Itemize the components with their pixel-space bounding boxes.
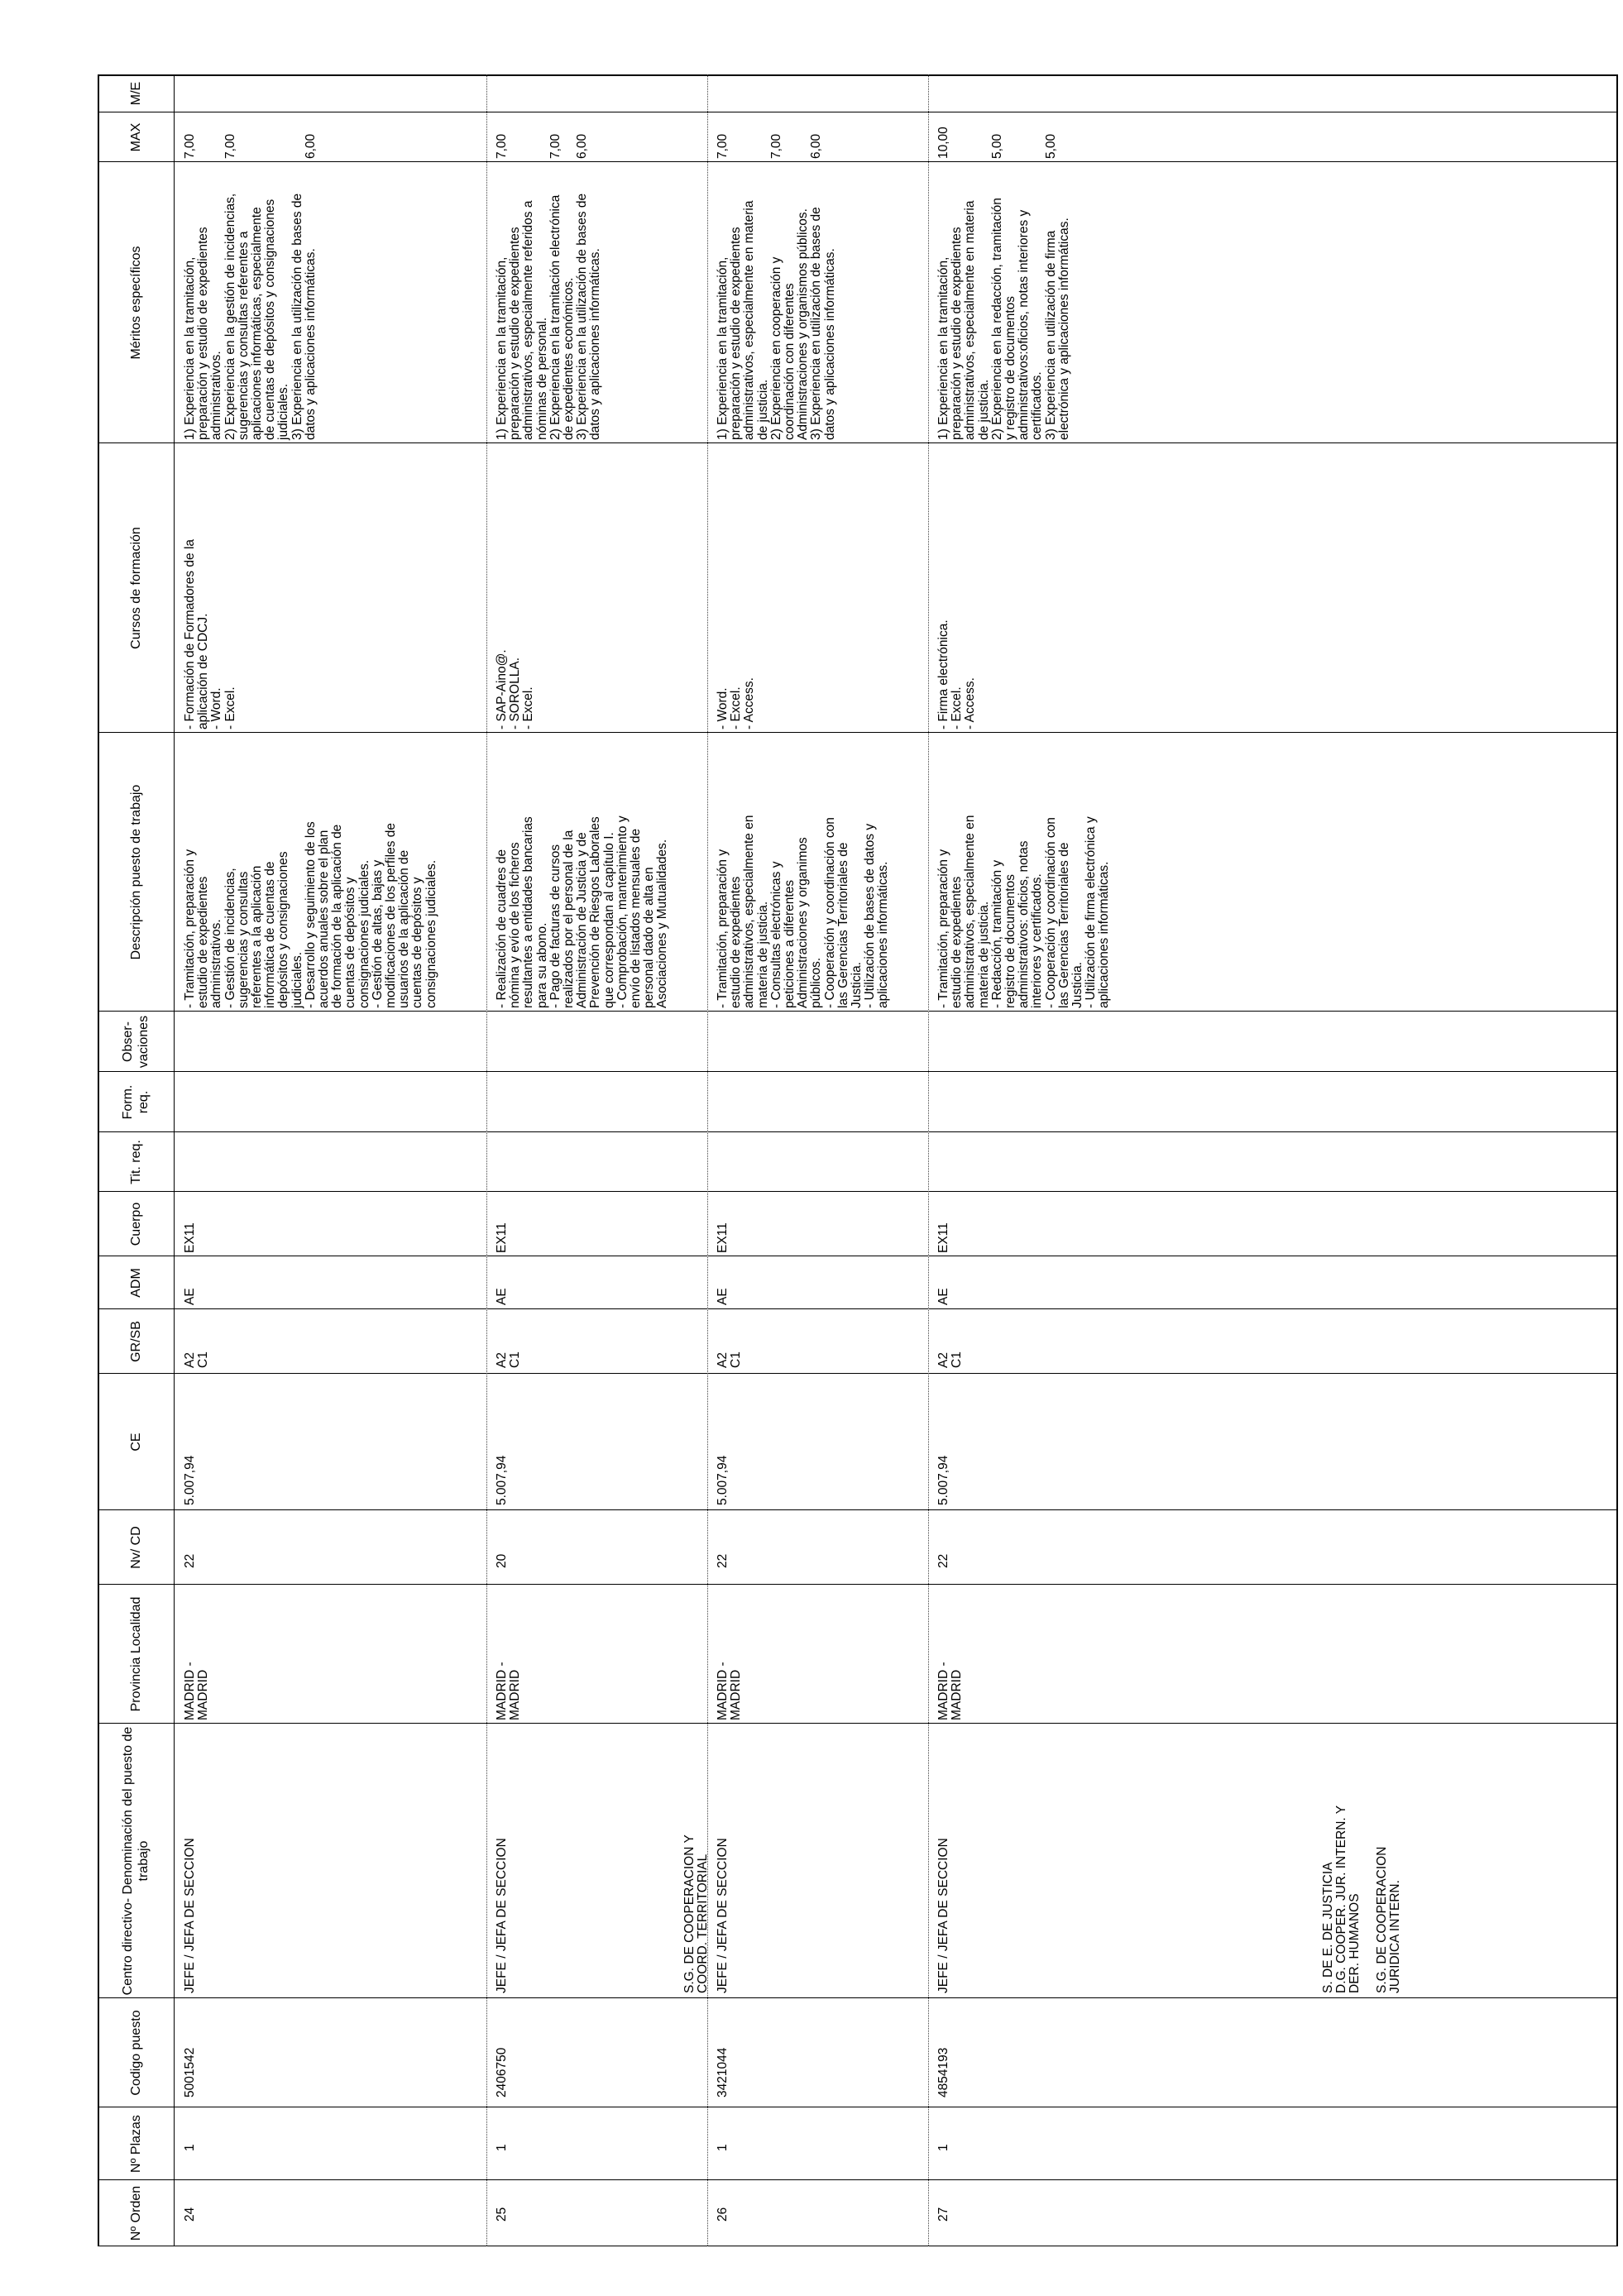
row-27-meritos: 1) Experiencia en la tramitación, preparación y estudio de expedientes administrativos, especialmente en materia de justicia. 2) Experiencia en la redacción, tramitación y registro de documentos administrativos:oficios, notas interiores y certificados. 3) Experiencia en utilización de firma electrónica y aplicaciones informáticas. [936,198,1071,440]
header-me: M/E [128,81,143,106]
row-25-orden: 25 [495,2207,509,2222]
row-25-descripcion: - Realización de cuadres de nómina y evío de los ficheros resultantes a entidades bancarias para su abono. - Pago de facturas de cursos realizados por el personal de la Administración de Justicia y de Prevención de Riesgos Laborales que correspondan al capítulo I. - Comprobación, mantenimiento y envío de listados mensuales de personal dado de alta en Asociaciones y Mutualidades. [495,816,670,1008]
row-27-puesto: JEFE / JEFA DE SECCION [936,1838,950,1993]
row-24-nivel: 22 [183,1553,197,1568]
header-adm: ADM [128,1268,143,1298]
rotated-table-sheet [98,63,1618,2296]
sde-justicia-block: S. DE E. DE JUSTICIA D.G. COOPER. JUR. INTERN. Y DER. HUMANOS S.G. DE COOPERACION JURIDICA INTERN. [1321,1805,1403,1993]
row-27-cursos: - Firma electrónica. - Excel. - Access. [936,619,978,729]
row-27-adm: AE [936,1288,950,1305]
row-26-adm: AE [716,1288,730,1305]
header-provincia: Provincia Localidad [128,1596,143,1712]
row-26-puesto: JEFE / JEFA DE SECCION [716,1838,730,1993]
header-tit: Tit. req. [128,1140,143,1184]
row-25-cuerpo: EX11 [495,1222,509,1253]
row-26-nivel: 22 [716,1553,730,1568]
row-27-cuerpo: EX11 [936,1222,950,1253]
header-orden: Nº Orden [128,2185,143,2241]
row-24-max: 7,00 7,00 6,00 [183,133,318,159]
row-24-cursos: - Formación de Formadores de la aplicación de CDCJ. - Word. - Excel. [183,538,237,729]
row-24-provincia: MADRID - MADRID [183,1662,211,1720]
header-cursos: Cursos de formación [128,527,143,649]
header-obs: Obser- vaciones [121,1015,151,1069]
header-nivel: Nv/ CD [128,1526,143,1569]
row-27-max: 10,00 5,00 5,00 [936,127,1058,159]
header-grsb: GR/SB [128,1321,143,1362]
sg-cooperacion-territorial-banner: S.G. DE COOPERACION Y COORD. TERRITORIAL [682,1834,711,1993]
row-25-max: 7,00 7,00 6,00 [495,133,590,159]
row-26-provincia: MADRID - MADRID [716,1662,744,1720]
row-26-cursos: - Word. - Excel. - Access. [716,677,757,729]
header-max: MAX [128,122,143,152]
row-26-plazas: 1 [716,2144,730,2151]
header-centro: Centro directivo- Denominación del puesto de trabajo [121,1726,151,1996]
row-25-puesto: JEFE / JEFA DE SECCION [495,1838,509,1993]
row-27-grsb: A2 C1 [936,1351,965,1368]
row-25-grsb: A2 C1 [495,1351,523,1368]
header-codigo: Codigo puesto [128,2010,143,2096]
row-27-orden: 27 [936,2207,950,2222]
row-27-nivel: 22 [936,1553,950,1568]
row-25-codigo: 2406750 [495,2047,509,2097]
row-26-cuerpo: EX11 [716,1222,730,1253]
row-25-plazas: 1 [495,2144,509,2151]
row-27-codigo: 4854193 [936,2047,950,2097]
row-26-descripcion: - Tramitación, preparación y estudio de expedientes administrativos, especialmente en materia de justicia. - Consultas electrónicas y peticiones a diferentes Administraciones y organimos públicos. - Cooperación y coordinación con las Gerencias Territoriales de Justicia. - Utilización de bases de datos y aplicaciones informáticas. [716,815,891,1008]
row-24-grsb: A2 C1 [183,1351,211,1368]
row-24-codigo: 5001542 [183,2047,197,2097]
header-ce: CE [128,1433,143,1452]
row-24-meritos: 1) Experiencia en la tramitación, preparación y estudio de expedientes administrativos. 2) Experiencia en la gestión de incidencias, sugerencias y consultas referentes a aplicaciones informáticas, especialmente de cuentas de depósitos y consignaciones judiciales. 3) Experiencia en la utilización de bases de datos y aplicaciones informáticas. [183,193,318,440]
row-24-puesto: JEFE / JEFA DE SECCION [183,1838,197,1993]
row-26-codigo: 3421044 [716,2047,730,2097]
row-26-meritos: 1) Experiencia en la tramitación, preparación y estudio de expedientes administrativos, especialmente en materia de justicia. 2) Experiencia en cooperación y coordinación con diferentes Administraciones y organismos públicos. 3) Experiencia en utilización de bases de datos y aplicaciones informáticas. [716,200,837,440]
row-25-cursos: - SAP-Aino@. - SOROLLA. - Excel. [495,649,536,729]
header-plazas: Nº Plazas [128,2115,143,2173]
row-25-adm: AE [495,1288,509,1305]
row-25-nivel: 20 [495,1553,509,1568]
row-24-adm: AE [183,1288,197,1305]
header-meritos: Méritos específicos [128,246,143,360]
row-26-orden: 26 [716,2207,730,2222]
row-26-ce: 5.007,94 [716,1455,730,1505]
row-25-provincia: MADRID - MADRID [495,1662,523,1720]
row-24-plazas: 1 [183,2144,197,2151]
row-24-cuerpo: EX11 [183,1222,197,1253]
header-cuerpo: Cuerpo [128,1202,143,1246]
row-24-orden: 24 [183,2207,197,2222]
row-27-provincia: MADRID - MADRID [936,1662,965,1720]
row-25-meritos: 1) Experiencia en la tramitación, preparación y estudio de expedientes administrativos, especialmente referidos a nóminas de personal. 2) Experiencia en la tramitación electrónica de expedientes económicos. 3) Experiencia en la utilización de bases de datos y aplicaciones informáticas. [495,193,603,440]
table-area [98,74,1618,2246]
row-27-plazas: 1 [936,2144,950,2151]
row-25-ce: 5.007,94 [495,1455,509,1505]
row-27-descripcion: - Tramitación, preparación y estudio de expedientes administrativos, especialmente en materia de justicia. - Redacción, tramitación y registro de documentos administrativos: oficios, notas interiores y certificados. - Cooperación y coordinación con las Gerencias Territoriales de Justicia. - Utilización de firma electrónica y aplicaciones informáticas. [936,815,1112,1008]
header-descripcion: Descripción puesto de trabajo [128,784,143,960]
row-26-max: 7,00 7,00 6,00 [716,133,824,159]
row-26-grsb: A2 C1 [716,1351,744,1368]
row-24-ce: 5.007,94 [183,1455,197,1505]
row-24-descripcion: - Tramitación, preparación y estudio de expedientes administrativos. - Gestión de incidencias, sugerencias y consultas referentes a la aplicación informática de cuentas de depósitos y consignaciones judiciales. - Desarrollo y seguimiento de los acuerdos anuales sobre el plan de formación de la aplicación de cuentas de depósitos y consignaciones judiciales. - Gestión de altas, bajas y modificaciones de los perfiles de usuarios de la aplicación de cuentas de depósitos y consignaciones judiciales. [183,821,438,1008]
row-27-ce: 5.007,94 [936,1455,950,1505]
header-form: Form. req. [121,1084,151,1120]
